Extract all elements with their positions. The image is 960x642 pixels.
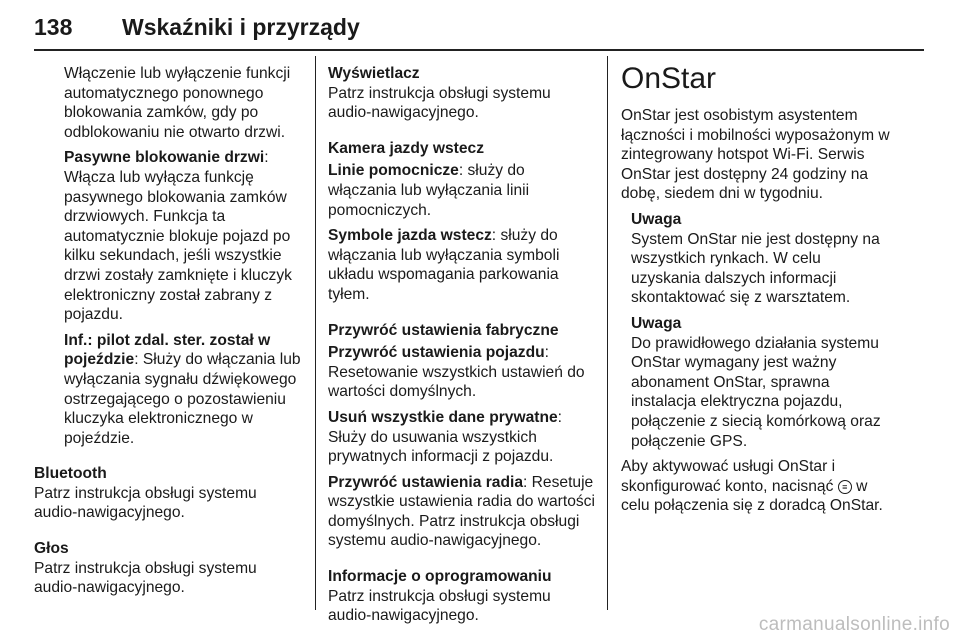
private-data-term: Usuń wszystkie dane prywatne [328,408,558,426]
passive-locking-paragraph [34,148,304,324]
private-data-paragraph [328,408,596,467]
activate-paragraph [621,457,891,516]
page-header [34,14,922,50]
display-text: Patrz instrukcja obsługi systemu audio-nawigacyjnego. [328,84,551,122]
key-left-text: : Służy do włączania lub wyłączania sygnału dźwiękowego ostrzegającego o pozostawieniu kluczyka elektronicznego w pojeździe. [64,351,301,447]
note-availability [621,210,891,308]
column-divider-2 [607,56,608,610]
software-heading: Informacje o oprogramowaniu [328,568,552,586]
note-requirements-text: Do prawidłowego działania systemu OnStar wymagany jest ważny abonament OnStar, sprawna instalacja elektryczna pojazdu, połączenie z siecią komórkową oraz połączenie GPS. [631,334,881,450]
display-section [328,64,596,123]
onstar-button-icon: ≡ [838,480,852,494]
reverse-symbols-text: : służy do włączania lub wyłączania symboli układu wspomagania parkowania tyłem. [328,227,560,303]
camera-heading: Kamera jazdy wstecz [328,139,485,157]
column-left [34,64,304,604]
voice-heading: Głos [34,540,69,558]
onstar-intro: OnStar jest osobistym asystentem łączności i mobilności wyposażonym w zintegrowany hotspot Wi-Fi. Serwis OnStar jest dostępny 24 godziny na dobę, siedem dni w tygodniu. [621,107,890,203]
vehicle-reset-text: : Resetowanie wszystkich ustawień do wartości domyślnych. [328,344,585,401]
vehicle-reset-term: Przywróć ustawienia pojazdu [328,344,545,362]
note-availability-text: System OnStar nie jest dostępny na wszystkich rynkach. W celu uzyskania dalszych informacji skontaktować się z warsztatem. [631,230,880,307]
onstar-heading: OnStar [621,62,717,95]
page-number: 138 [34,14,73,40]
activate-text-start: Aby aktywować usługi OnStar i skonfigurować konto, nacisnąć [621,458,836,495]
column-right [621,64,891,522]
guide-lines-text: : służy do włączania lub wyłączania linii pomocniczych. [328,162,530,219]
factory-heading: Przywróć ustawienia fabryczne [328,321,559,339]
watermark: carmanualsonline.info [758,614,950,635]
header-rule [34,49,924,51]
column-middle [328,64,596,632]
camera-section [328,139,596,305]
bluetooth-section [34,464,304,523]
guide-lines-paragraph [328,161,596,220]
reverse-symbols-paragraph [328,226,596,304]
display-heading: Wyświetlacz [328,65,420,82]
reverse-symbols-term: Symbole jazda wstecz [328,227,492,245]
guide-lines-term: Linie pomocnicze [328,162,459,180]
note-requirements [621,314,891,451]
passive-locking-text: : Włącza lub wyłącza funkcję pasywnego blokowania zamków drzwiowych. Funkcja ta automatycznie blokuje pojazd po kilku sekundach, jeśli wszystkie drzwi zostały zamknięte i kluczyk elektroniczny został zabrany z pojazdu. [64,149,292,324]
radio-reset-text: : Resetuje wszystkie ustawienia radia do wartości domyślnych. Patrz instrukcja obsługi systemu audio-nawigacyjnego. [328,473,595,550]
bluetooth-text: Patrz instrukcja obsługi systemu audio-nawigacyjnego. [34,484,257,522]
key-left-term: Inf.: pilot zdal. ster. został w pojeździe [64,331,271,369]
note-requirements-heading: Uwaga [631,314,682,332]
voice-section [34,539,304,598]
private-data-text: : Służy do usuwania wszystkich prywatnych informacji z pojazdu. [328,408,562,466]
note-availability-heading: Uwaga [631,210,682,228]
voice-text: Patrz instrukcja obsługi systemu audio-nawigacyjnego. [34,559,257,597]
software-section [328,567,596,626]
radio-reset-term: Przywróć ustawienia radia [328,473,523,491]
auto-relock-paragraph: Włączenie lub wyłączenie funkcji automatycznego ponownego blokowania zamków, gdy po odblokowaniu nie otwarto drzwi. [64,65,291,141]
vehicle-reset-paragraph [328,343,596,402]
factory-section [328,321,596,552]
key-left-paragraph [34,331,304,449]
activate-text-end: w celu połączenia się z doradcą OnStar. [621,477,883,515]
bluetooth-heading: Bluetooth [34,465,107,483]
passive-locking-term: Pasywne blokowanie drzwi [64,149,265,167]
page-title: Wskaźniki i przyrządy [122,14,360,40]
software-text: Patrz instrukcja obsługi systemu audio-nawigacyjnego. [328,587,551,625]
radio-reset-paragraph [328,473,596,551]
column-divider-1 [315,56,316,610]
